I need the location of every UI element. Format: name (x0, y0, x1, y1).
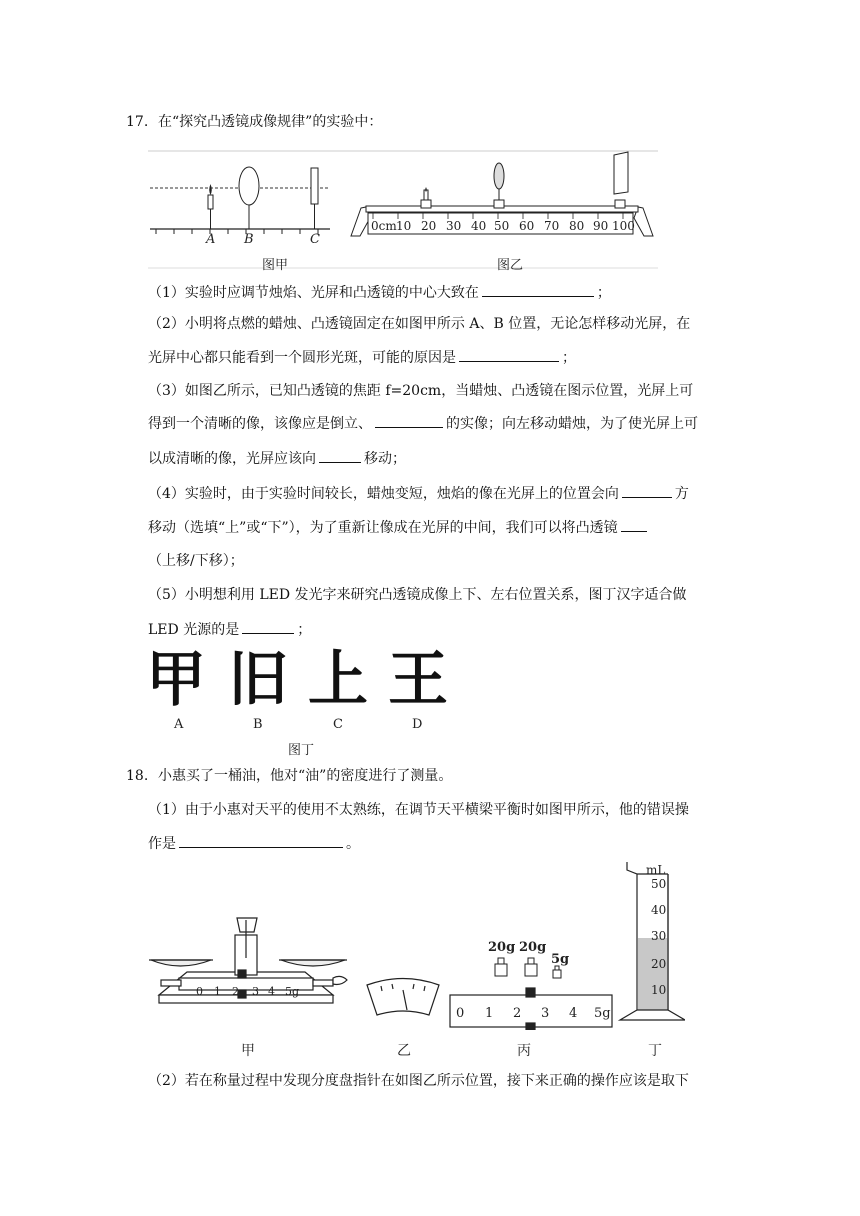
weight-label: 5g (551, 952, 570, 967)
ruler-tick-label: 100 (612, 219, 635, 233)
ruler-tick-label: 20 (421, 219, 437, 233)
q17-part-4-line-2 (148, 517, 650, 538)
dial-icon (367, 979, 439, 1016)
beam-tick-label: 0 (456, 1006, 465, 1021)
beam-scale-icon (450, 988, 612, 1030)
q17-part-5-line-2 (148, 619, 311, 640)
ruler-tick-label: 40 (471, 219, 487, 233)
answer-blank[interactable] (622, 483, 672, 498)
q17-part-3-text-a: 得到一个清晰的像，该像应是倒立、 (148, 416, 372, 432)
caption-ding: 丁 (648, 1043, 662, 1059)
fig-a-label-a: A (206, 232, 216, 247)
ruler-tick-label: 60 (519, 219, 535, 233)
ruler-tick-label: 50 (494, 219, 510, 233)
cylinder-tick-label: 10 (651, 983, 667, 997)
fig-d-caption: 图丁 (288, 743, 315, 758)
fig-a-label-c: C (310, 232, 320, 247)
led-glyph-b: 旧 (228, 645, 288, 715)
q17-part-3-line-3 (148, 448, 406, 469)
q17-part-2-line-1: （2）小明将点燃的蜡烛、凸透镜固定在如图甲所示 A、B 位置，无论怎样移动光屏，在 (148, 316, 691, 332)
cylinder-tick-label: 50 (651, 877, 667, 891)
balance-tick-label: 5g (285, 985, 300, 998)
lens-icon (239, 167, 259, 205)
beam-tick-label: 2 (513, 1006, 522, 1021)
q18-part-1-line-1: （1）由于小惠对天平的使用不太熟练，在调节天平横梁平衡时如图甲所示，他的错误操 (148, 802, 689, 818)
answer-blank[interactable] (375, 413, 443, 428)
caption-yi: 乙 (397, 1043, 411, 1059)
q18-part-1-text-b: 。 (346, 836, 360, 852)
q17-part-4-text-c: 移动（选填“上”或“下”），为了重新让像成在光屏的中间，我们可以将凸透镜 (148, 520, 618, 536)
question-18-number: 18. (126, 768, 149, 784)
answer-blank[interactable] (179, 833, 343, 848)
cylinder-tick-label: 20 (651, 957, 667, 971)
candle-icon (208, 195, 213, 209)
ruler-tick-label: 10 (396, 219, 412, 233)
q17-part-4-text-b: 方 (674, 486, 689, 502)
q18-part-2-line-1: （2）若在称量过程中发现分度盘指针在如图乙所示位置，接下来正确的操作应该是取下 (148, 1073, 689, 1089)
balance-tick-label: 4 (268, 985, 275, 998)
ruler-tick-label: 70 (544, 219, 560, 233)
ruler-tick-label: 90 (593, 219, 609, 233)
led-glyph-c: 上 (308, 645, 368, 715)
question-17-number: 17. (126, 114, 149, 130)
balance-tick-label: 0 (196, 985, 203, 998)
answer-blank[interactable] (459, 347, 559, 362)
answer-blank[interactable] (482, 282, 594, 297)
weight-label: 20g (488, 940, 516, 955)
led-glyph-a: 甲 (146, 645, 206, 715)
q17-part-3-text-d: 移动； (364, 451, 406, 467)
q17-part-3-line-1: （3）如图乙所示，已知凸透镜的焦距 f=20cm，当蜡烛、凸透镜在图示位置，光屏上可 (148, 383, 694, 399)
balance-icon (149, 918, 347, 1003)
q17-part-1-end: ； (596, 285, 611, 301)
ruler-tick-label: 0cm (371, 219, 397, 233)
glyph-option-c: C (333, 717, 343, 732)
beam-tick-label: 3 (541, 1006, 550, 1021)
q17-part-3-text-b: 的实像；向左移动蜡烛，为了使光屏上可 (446, 416, 698, 432)
question-17-intro: 在“探究凸透镜成像规律”的实验中： (158, 114, 383, 130)
fig-a-label-b: B (244, 232, 254, 247)
fig-b-caption: 图乙 (497, 258, 524, 273)
screen-icon (311, 168, 318, 204)
beam-tick-label: 4 (569, 1006, 578, 1021)
cylinder-tick-label: 40 (651, 903, 667, 917)
cylinder-tick-label: 30 (651, 929, 667, 943)
q17-part-4-text-a: （4）实验时，由于实验时间较长，蜡烛变短，烛焰的像在光屏上的位置会向 (148, 486, 619, 502)
q17-part-5-line-1: （5）小明想利用 LED 发光字来研究凸透镜成像上下、左右位置关系，图丁汉字适合做 (148, 587, 687, 603)
question-18-intro: 小惠买了一桶油，他对“油”的密度进行了测量。 (158, 768, 453, 784)
answer-blank[interactable] (319, 448, 361, 463)
q18-part-1-text-a: 作是 (148, 836, 176, 852)
q17-part-3-line-2 (148, 413, 698, 434)
q17-part-5-text-a: LED 光源的是 (148, 622, 240, 638)
glyph-option-b: B (253, 717, 263, 732)
cylinder-unit: mL (646, 863, 666, 877)
q17-part-1-text: （1）实验时应调节烛焰、光屏和凸透镜的中心大致在 (148, 285, 479, 301)
q17-part-1 (148, 282, 611, 303)
balance-tick-label: 1 (214, 985, 221, 998)
q17-part-4-line-3: （上移/下移）； (148, 553, 244, 569)
caption-bing: 丙 (517, 1043, 531, 1059)
beam-tick-label: 1 (485, 1006, 494, 1021)
ruler-tick-label: 30 (446, 219, 462, 233)
figure-18-balance (145, 860, 685, 1030)
q17-part-5-text-b: ； (297, 622, 312, 638)
answer-blank[interactable] (242, 619, 294, 634)
balance-tick-label: 3 (252, 985, 259, 998)
q17-part-3-text-c: 以成清晰的像，光屏应该向 (148, 451, 316, 467)
q17-part-4-line-1 (148, 483, 689, 504)
glyph-option-a: A (174, 717, 184, 732)
balance-tick-label: 2 (232, 985, 239, 998)
q17-part-2-text: 光屏中心都只能看到一个圆形光斑，可能的原因是 (148, 350, 456, 366)
led-glyph-d: 王 (388, 645, 448, 715)
ruler-tick-label: 80 (569, 219, 585, 233)
q18-part-1-line-2 (148, 833, 360, 854)
q17-part-2-line-2 (148, 347, 576, 368)
fig-a-caption: 图甲 (262, 258, 289, 273)
glyph-option-d: D (412, 717, 423, 732)
beam-tick-label: 5g (594, 1006, 611, 1021)
weight-label: 20g (519, 940, 547, 955)
figure-17-optics (148, 148, 658, 273)
q17-part-2-end: ； (562, 350, 576, 366)
answer-blank[interactable] (621, 517, 647, 532)
caption-jia: 甲 (241, 1043, 255, 1059)
